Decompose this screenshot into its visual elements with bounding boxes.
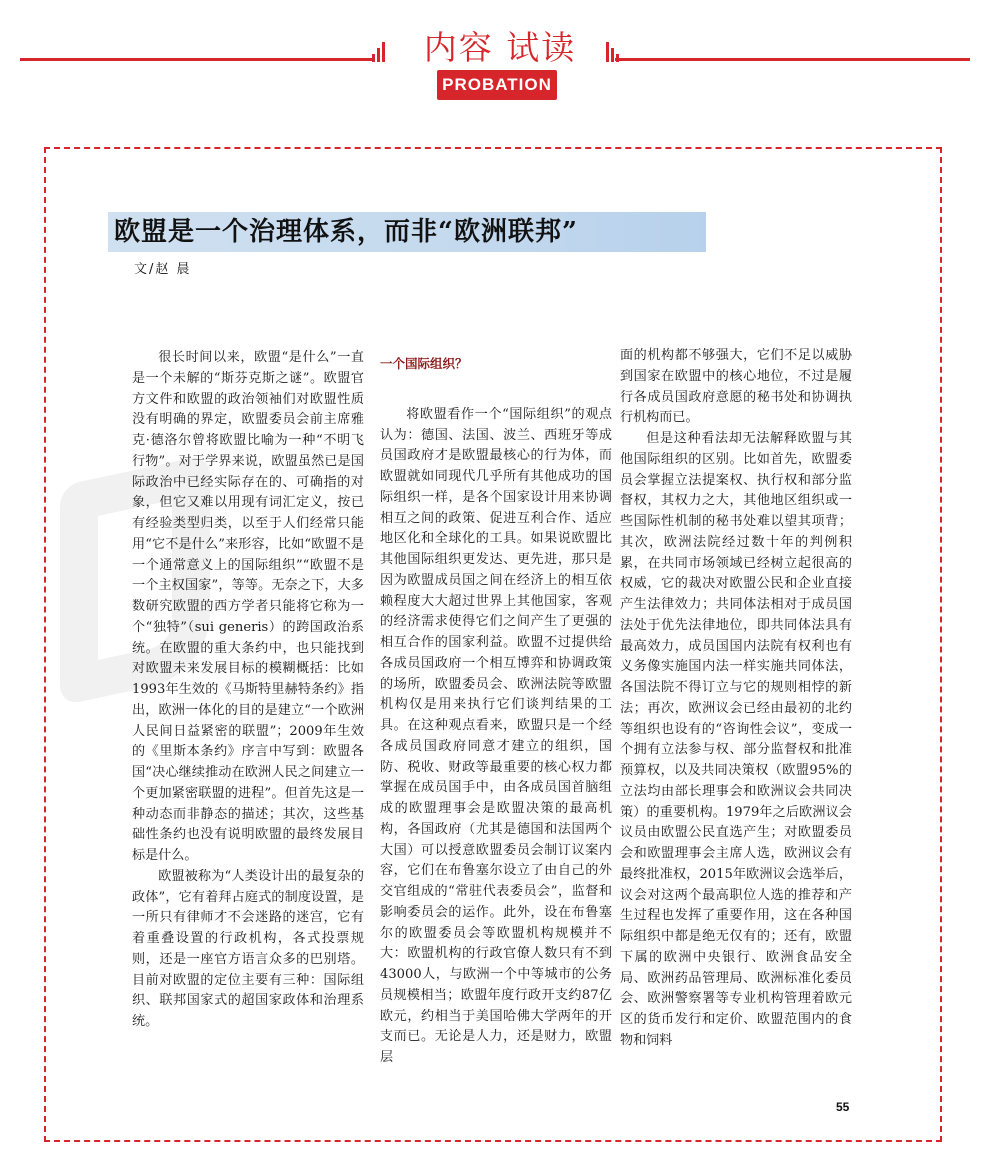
paragraph: 但是这种看法却无法解释欧盟与其他国际组织的区别。比如首先，欧盟委员会掌握立法提案权、执行权和部分监督权，其权力之大，其他地区组织或一些国际性机制的秘书处难以望其项背；其次，欧洲法院经过数十年的判例积累，在共同市场领域已经树立起很高的权威，它的裁决对欧盟公民和企业直接产生法律效力；共同体法相对于成员国法处于优先法律地位，即共同体法具有最高效力，成员国国内法院有权利也有义务像实施国内法一样实施共同体法，各国法院不得订立与它的规则相悖的新法；再次，欧洲议会已经由最初的北约等组织也设有的“咨询性会议”，变成一个拥有立法参与权、部分监督权和批准预算权，以及共同决策权（欧盟95%的立法均由部长理事会和欧洲议会共同决策）的重要机构。1979年之后欧洲议会议员由欧盟公民直选产生；对欧盟委员会和欧盟理事会主席人选，欧洲议会有最终批准权，2015年欧洲议会选举后，议会对这两个最高职位人选的推荐和产生过程也发挥了重要作用，这在各种国际组织中都是绝无仅有的；还有，欧盟下属的欧洲中央银行、欧洲食品安全局、欧洲药品管理局、欧洲标准化委员会、欧洲警察署等专业机构管理着欧元区的货币发行和定价、欧盟范围内的食物和饲料 bbox=[620, 431, 852, 1048]
article-title: 欧盟是一个治理体系，而非“欧洲联邦” bbox=[114, 217, 578, 247]
paragraph: 将欧盟看作一个“国际组织”的观点认为：德国、法国、波兰、西班牙等成员国政府才是欧盟最核心的行为体，而欧盟就如同现代几乎所有其他成功的国际组织一样，是各个国家设计用来协调相互之间的政策、促进互利合作、适应地区化和全球化的工具。如果说欧盟比其他国际组织更发达、更先进，那只是因为欧盟成员国之间在经济上的相互依赖程度大大超过世界上其他国家，客观的经济需求使得它们之间产生了更强的相互合作的国家利益。欧盟不过提供给各成员国政府一个相互博弈和协调政策的场所，欧盟委员会、欧洲法院等欧盟机构仅是用来执行它们谈判结果的工具。在这种观点看来，欧盟只是一个经各成员国政府同意才建立的组织，国防、税收、财政等最重要的核心权力都掌握在成员国手中，由各成员国首脑组成的欧盟理事会是欧盟决策的最高机构，各国政府（尤其是德国和法国两个大国）可以授意欧盟委员会制订议案内容，它们在布鲁塞尔设立了由自己的外交官组成的“常驻代表委员会”，监督和影响委员会的运作。此外，设在布鲁塞尔的欧盟委员会等欧盟机构规模并不大：欧盟机构的行政官僚人数只有不到43000人，与欧洲一个中等城市的公务员规模相当；欧盟年度行政开支约87亿欧元，约相当于美国哈佛大学两年的开支而已。无论是人力，还是财力，欧盟层 bbox=[380, 406, 612, 1065]
text-column-3 bbox=[620, 346, 852, 1052]
section-title: 内容 试读 bbox=[423, 28, 577, 67]
text-column-2 bbox=[380, 348, 612, 1069]
paragraph: 面的机构都不够强大，它们不足以威胁到国家在欧盟中的核心地位，不过是履行各成员国政府意愿的秘书处和协调执行机构而已。 bbox=[620, 348, 852, 426]
text-column-1 bbox=[132, 348, 364, 1033]
paragraph: 欧盟被称为“人类设计出的最复杂的政体”，它有着拜占庭式的制度设置，是一所只有律师才不会迷路的迷宫，它有着重叠设置的行政机构，各式投票规则，还是一座官方语言众多的巴别塔。目前对欧盟的定位主要有三种：国际组织、联邦国家式的超国家政体和治理系统。 bbox=[132, 868, 364, 1029]
page-header bbox=[0, 0, 990, 110]
article-byline: 文/赵 晨 bbox=[134, 262, 192, 277]
header-rule-right bbox=[615, 58, 970, 61]
page-number: 55 bbox=[836, 1100, 850, 1114]
header-rule-left bbox=[20, 58, 375, 61]
paragraph: 很长时间以来，欧盟“是什么”一直是一个未解的“斯芬克斯之谜”。欧盟官方文件和欧盟的政治领袖们对欧盟性质没有明确的界定，欧盟委员会前主席雅克·德洛尔曾将欧盟比喻为一种“不明飞行物”。对于学界来说，欧盟虽然已是国际政治中已经实际存在的、可确指的对象，但它又难以用现有词汇定义，按已有经验类型归类，以至于人们经常只能用“它不是什么”来形容，比如“欧盟不是一个通常意义上的国际组织”“欧盟不是一个主权国家”，等等。无奈之下，大多数研究欧盟的西方学者只能将它称为一个“独特”（sui generis）的跨国政治系统。在欧盟的重大条约中，也只能找到对欧盟未来发展目标的模糊概括：比如1993年生效的《马斯特里赫特条约》指出，欧洲一体化的目的是建立“一个欧洲人民间日益紧密的联盟”；2009年生效的《里斯本条约》序言中写到：欧盟各国“决心继续推动在欧洲人民之间建立一个更加紧密联盟的进程”。但首先这是一种动态而非静态的描述；其次，这些基础性条约也没有说明欧盟的最终发展目标是什么。 bbox=[132, 350, 364, 863]
probation-badge: PROBATION bbox=[437, 70, 557, 100]
section-subheading: 一个国际组织？ bbox=[380, 356, 468, 371]
header-ticks-left bbox=[372, 40, 386, 62]
